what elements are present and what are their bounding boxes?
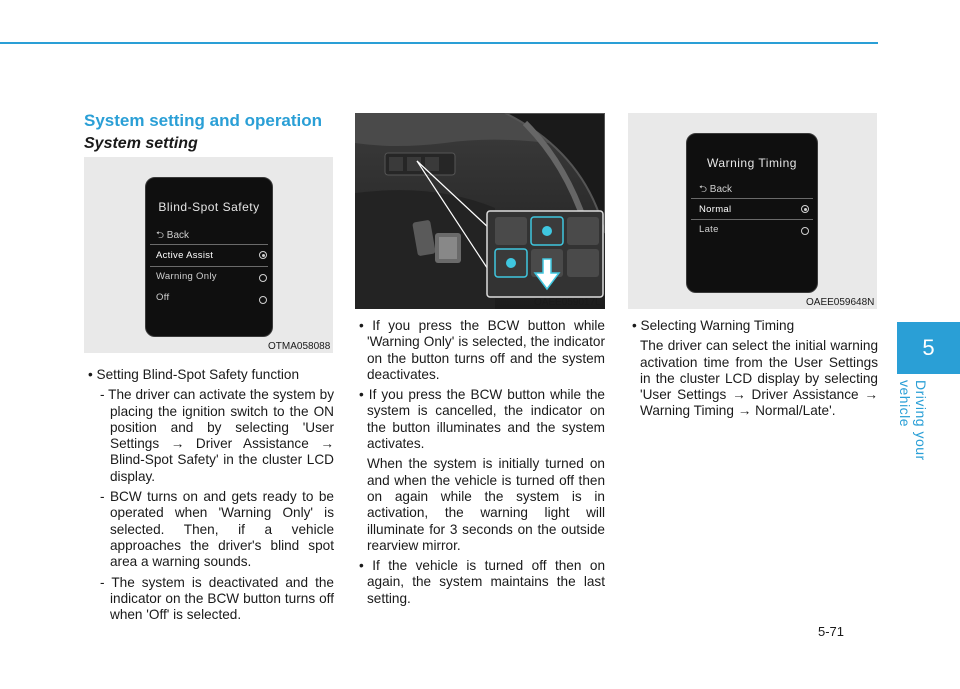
figure-code: OAEE059017L <box>534 297 601 308</box>
sub-item-warning-only: - BCW turns on and gets ready to be operated when 'Warning Only' is selected. Then, if a vehicle approaches the driver's blind spot area a warning sounds. <box>100 489 334 570</box>
column-3-text <box>628 318 878 424</box>
lcd-divider <box>691 198 813 199</box>
chapter-number: 5 <box>922 335 935 360</box>
figure-blind-spot-safety <box>84 157 333 353</box>
section-title: System setting and operation <box>84 111 323 130</box>
bullet-selecting-warning-timing: • Selecting Warning Timing <box>632 318 795 333</box>
lcd-panel <box>686 133 818 293</box>
bullet-last-setting: • If the vehicle is turned off then on again, the system maintains the last setting. <box>359 558 605 606</box>
lcd-back: ⮌ Back <box>699 184 733 195</box>
paragraph-initial-activation: When the system is initially turned on and when the vehicle is turned off then on again while the system is in activation, the warning light will illuminate for 3 seconds on the outside rearview mirror. <box>367 456 605 553</box>
radio-selected-icon <box>801 205 809 213</box>
radio-selected-icon <box>259 251 267 259</box>
subsection-title: System setting <box>84 135 198 152</box>
paragraph-warning-timing: The driver can select the initial warning activation time from the User Settings in the cluster LCD display by selecting 'User Settings → Driver Assistance → Warning Timing → Normal/Late'. <box>640 338 878 419</box>
dashboard-illustration <box>355 113 605 309</box>
chapter-tab <box>897 322 960 374</box>
chapter-label: Driving your vehicle <box>897 380 929 461</box>
lcd-option-late: Late <box>699 224 719 235</box>
lcd-panel <box>145 177 273 337</box>
lcd-divider <box>691 219 813 220</box>
lcd-option-active-assist: Active Assist <box>156 250 214 261</box>
column-2-text <box>355 318 605 611</box>
lcd-option-warning-only: Warning Only <box>156 271 217 282</box>
figure-code: OAEE059648N <box>806 297 875 308</box>
lcd-title: Blind-Spot Safety <box>158 200 260 214</box>
sub-item-off: - The system is deactivated and the indicator on the BCW button turns off when 'Off' is selected. <box>100 574 334 623</box>
radio-empty-icon <box>259 274 267 282</box>
column-1-text <box>84 367 334 627</box>
lcd-title: Warning Timing <box>707 156 797 170</box>
figure-code: OTMA058088 <box>268 341 331 352</box>
lcd-option-off: Off <box>156 292 170 303</box>
lcd-divider <box>150 244 268 245</box>
bullet-setting-function: • Setting Blind-Spot Safety function <box>88 367 300 382</box>
bullet-press-while-cancelled: • If you press the BCW button while the system is cancelled, the indicator on the button illuminates and the system activates. <box>359 387 605 452</box>
figure-warning-timing <box>628 113 877 309</box>
page-number: 5-71 <box>818 624 845 639</box>
sub-item-activate: - The driver can activate the system by placing the ignition switch to the ON position and by selecting 'User Settings → Driver Assistance → Blind-Spot Safety' in the cluster LCD display. <box>100 387 334 484</box>
lcd-back: ⮌ Back <box>156 230 190 241</box>
lcd-option-normal: Normal <box>699 204 732 215</box>
bullet-press-while-warning: • If you press the BCW button while 'Warning Only' is selected, the indicator on the button turns off and the system deactivates. <box>359 318 605 382</box>
lcd-divider <box>150 266 268 267</box>
top-rule <box>0 42 878 44</box>
figure-bcw-button <box>355 113 605 309</box>
radio-empty-icon <box>259 296 267 304</box>
radio-empty-icon <box>801 227 809 235</box>
